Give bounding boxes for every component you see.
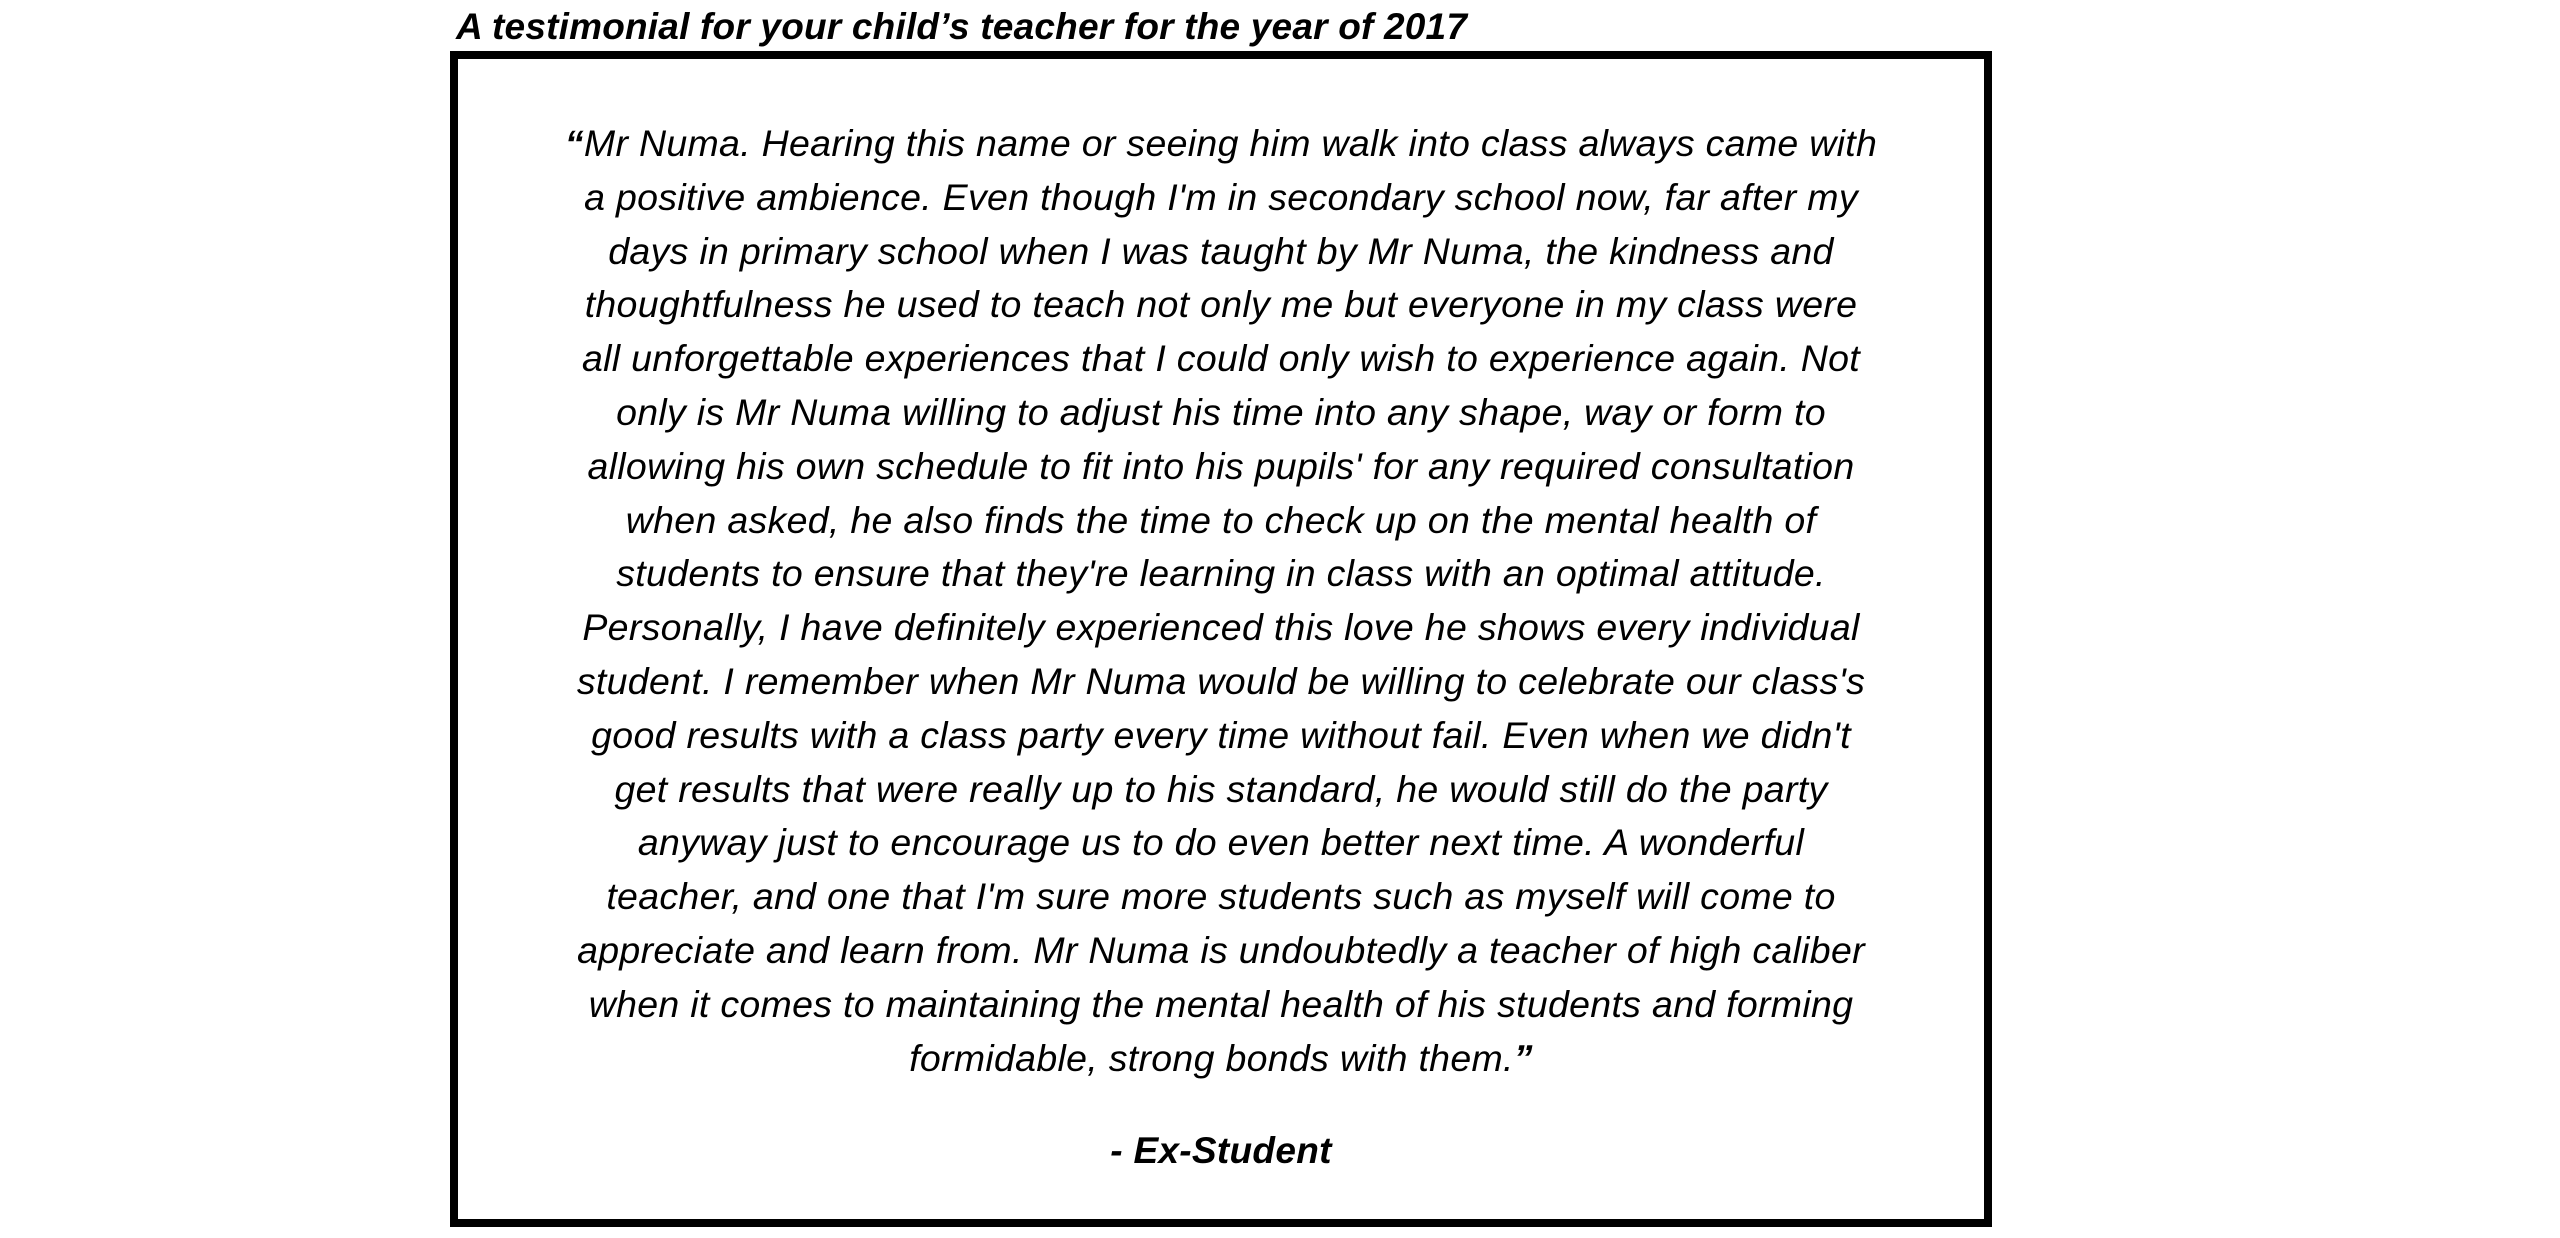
- quote-line: students to ensure that they're learning in class with an optimal attitude.: [616, 552, 1826, 595]
- quote-line: Personally, I have definitely experienced this love he shows every individual: [582, 606, 1860, 649]
- quote-line: appreciate and learn from. Mr Numa is undoubtedly a teacher of high caliber: [577, 928, 1865, 971]
- quote-line: get results that were really up to his standard, he would still do the party: [614, 767, 1828, 810]
- testimonial-quote: [458, 117, 1984, 1085]
- quote-line: good results with a class party every time without fail. Even when we didn't: [591, 713, 1851, 756]
- quote-line: a positive ambience. Even though I'm in secondary school now, far after my: [584, 175, 1858, 218]
- testimonial-box: [450, 51, 1992, 1227]
- quote-line: thoughtfulness he used to teach not only me but everyone in my class were: [584, 283, 1858, 326]
- quote-line: formidable, strong bonds with them.”: [909, 1036, 1533, 1079]
- quote-line: “Mr Numa. Hearing this name or seeing him walk into class always came with: [564, 122, 1878, 164]
- quote-line: when it comes to maintaining the mental health of his students and forming: [588, 982, 1854, 1025]
- attribution: - Ex-Student: [1110, 1130, 1332, 1171]
- quote-line: all unforgettable experiences that I could only wish to experience again. Not: [581, 337, 1861, 380]
- quote-line: days in primary school when I was taught by Mr Numa, the kindness and: [608, 229, 1834, 272]
- quote-line: allowing his own schedule to fit into his pupils' for any required consultation: [587, 444, 1855, 487]
- page-title: A testimonial for your child’s teacher for the year of 2017: [456, 6, 1468, 47]
- quote-line: anyway just to encourage us to do even better next time. A wonderful: [637, 821, 1805, 864]
- open-quote-mark: “: [564, 122, 584, 164]
- quote-line: only is Mr Numa willing to adjust his time into any shape, way or form to: [616, 390, 1826, 433]
- quote-line: student. I remember when Mr Numa would be willing to celebrate our class's: [576, 659, 1866, 702]
- quote-line: teacher, and one that I'm sure more students such as myself will come to: [606, 875, 1836, 918]
- close-quote-mark: ”: [1513, 1036, 1533, 1079]
- quote-line: when asked, he also finds the time to check up on the mental health of: [625, 498, 1817, 541]
